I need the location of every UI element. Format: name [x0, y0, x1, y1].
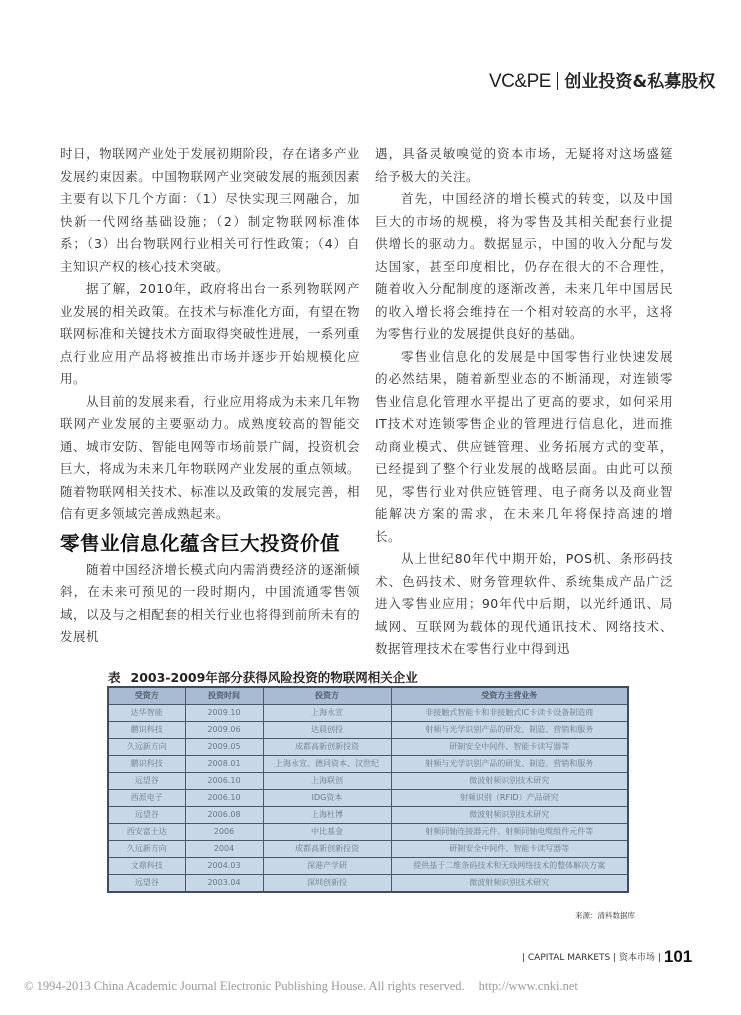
table-row — [108, 841, 628, 858]
divider — [557, 72, 559, 90]
table-cell: 成都高新创新投资 — [263, 739, 391, 756]
table-cell: 西安富士达 — [108, 824, 185, 841]
table-cell: 远望谷 — [108, 807, 185, 824]
table-cell: 2009.10 — [185, 705, 263, 722]
table-cell: 研制安全中间件、智能卡读写器等 — [391, 739, 628, 756]
table-row — [108, 739, 628, 756]
table-title: 2003-2009年部分获得风险投资的物联网相关企业 — [130, 670, 418, 685]
table-cell: 2003.04 — [185, 875, 263, 893]
table-cell: 2004.03 — [185, 858, 263, 875]
table-cell: 鹏识科技 — [108, 756, 185, 773]
column-header: 受资方 — [108, 687, 185, 705]
copyright-url: http://www.cnki.net — [478, 979, 578, 993]
table-label: 表 — [108, 670, 121, 685]
paragraph: 从上世纪80年代中期开始，POS机、条形码技术、色码技术、财务管理软件、系统集成产品广泛进入零售业应用；90年代中后期，以光纤通讯、局域网、互联网为载体的现代通讯技术、网络技术、数据管理技术在零售行业中得到迅 — [375, 551, 673, 656]
table-cell: 2009.05 — [185, 739, 263, 756]
section-label-en: VC&PE — [489, 71, 551, 92]
table-cell: 上海杜博 — [263, 807, 391, 824]
table-cell: 2006.08 — [185, 807, 263, 824]
table-header-row — [108, 687, 628, 705]
table-cell: 深圳创新投 — [263, 875, 391, 893]
table-cell: 上海联创 — [263, 773, 391, 790]
table-cell: 远望谷 — [108, 773, 185, 790]
table-cell: 2006 — [185, 824, 263, 841]
table-row — [108, 705, 628, 722]
section-heading: 零售业信息化蕴含巨大投资价值 — [60, 531, 341, 555]
copyright-text: © 1994-2013 China Academic Journal Electronic Publishing House. All rights reserved. — [24, 979, 465, 993]
table-cell: 射频与光学识别产品的研发、制造、营销和服务 — [391, 756, 628, 773]
table-cell: 射频同轴连接器元件、射频同轴电缆组件元件等 — [391, 824, 628, 841]
paragraph: 遇，具备灵敏嗅觉的资本市场，无疑将对这场盛筵给予极大的关注。 — [375, 146, 673, 184]
table-cell: 非接触式智能卡和非接触式IC卡读卡设备制造商 — [391, 705, 628, 722]
page-footer — [522, 947, 692, 967]
table-cell: 2006.10 — [185, 773, 263, 790]
table-cell: 达华智能 — [108, 705, 185, 722]
page-number: 101 — [663, 947, 693, 966]
table-row — [108, 858, 628, 875]
table-cell: 久远新方向 — [108, 841, 185, 858]
table-cell: 2009.06 — [185, 722, 263, 739]
table-cell: 上海永宣 — [263, 705, 391, 722]
table-cell: 达晨创投 — [263, 722, 391, 739]
right-column — [375, 143, 673, 661]
table-caption — [108, 668, 418, 686]
table-row — [108, 756, 628, 773]
table-cell: 2008.01 — [185, 756, 263, 773]
section-header — [489, 67, 715, 93]
table-row — [108, 875, 628, 893]
investment-table — [107, 686, 629, 893]
table-cell: 成都高新创新投资 — [263, 841, 391, 858]
table-cell: 2006.10 — [185, 790, 263, 807]
left-column — [60, 143, 360, 649]
table-row — [108, 722, 628, 739]
table-row — [108, 824, 628, 841]
column-header: 受资方主营业务 — [391, 687, 628, 705]
table-cell: 提供基于二维条码技术和无线网络技术的整体解决方案 — [391, 858, 628, 875]
table-row — [108, 790, 628, 807]
table-row — [108, 807, 628, 824]
magazine-name: | CAPITAL MARKETS | 资本市场 | — [522, 953, 661, 963]
table-cell: 射频识别（RFID）产品研究 — [391, 790, 628, 807]
table-cell: 2004 — [185, 841, 263, 858]
paragraph: 随着中国经济增长模式向内需消费经济的逐渐倾斜，在未来可预见的一段时期内，中国流通零售领域，以及与之相配套的相关行业也将得到前所未有的发展机 — [60, 561, 360, 644]
table-row — [108, 773, 628, 790]
table-cell: 微波射频识别技术研究 — [391, 875, 628, 893]
copyright-notice — [24, 979, 578, 994]
table-cell: 微波射频识别技术研究 — [391, 807, 628, 824]
section-label-cn: 创业投资&私募股权 — [564, 72, 716, 92]
paragraph: 时日，物联网产业处于发展初期阶段，存在诸多产业发展约束因素。中国物联网产业突破发展的瓶颈因素主要有以下几个方面：（1）尽快实现三网融合，加快新一代网络基础设施；（2）制定物联网标准体系；（3）出台物联网行业相关可行性政策；（4）自主知识产权的核心技术突破。 — [60, 146, 360, 274]
table-cell: 远望谷 — [108, 875, 185, 893]
table-cell: 鹏识科技 — [108, 722, 185, 739]
table-cell: IDG资本 — [263, 790, 391, 807]
table-cell: 上海永宣、德同资本、汉世纪 — [263, 756, 391, 773]
paragraph: 据了解，2010年，政府将出台一系列物联网产业发展的相关政策。在技术与标准化方面，有望在物联网标准和关键技术方面取得突破性进展，一系列重点行业应用产品将被推出市场并逐步开始规模化应用。 — [60, 281, 360, 386]
table-source: 来源：清科数据库 — [575, 911, 635, 920]
table-cell: 射频与光学识别产品的研发、制造、营销和服务 — [391, 722, 628, 739]
table-cell: 深港产学研 — [263, 858, 391, 875]
table-cell: 微波射频识别技术研究 — [391, 773, 628, 790]
paragraph: 从目前的发展来看，行业应用将成为未来几年物联网产业发展的主要驱动力。成熟度较高的智能交通、城市安防、智能电网等市场前景广阔，投资机会巨大，将成为未来几年物联网产业发展的重点领域。随着物联网相关技术、标准以及政策的发展完善，相信有更多领域完善成熟起来。 — [60, 393, 360, 521]
column-header: 投资时间 — [185, 687, 263, 705]
table-cell: 文鼎科技 — [108, 858, 185, 875]
table-cell: 西派电子 — [108, 790, 185, 807]
table-cell: 久远新方向 — [108, 739, 185, 756]
paragraph: 首先，中国经济的增长模式的转变，以及中国巨大的市场的规模，将为零售及其相关配套行业提供增长的驱动力。数据显示，中国的收入分配与发达国家，甚至印度相比，仍存在很大的不合理性，随着收入分配制度的逐渐改善，未来几年中国居民的收入增长将会维持在一个相对较高的水平，这将为零售行业的发展提供良好的基础。 — [375, 191, 673, 341]
table-cell: 研制安全中间件、智能卡读写器等 — [391, 841, 628, 858]
table-cell: 中比基金 — [263, 824, 391, 841]
paragraph: 零售业信息化的发展是中国零售行业快速发展的必然结果，随着新型业态的不断涌现，对连锁零售业信息化管理水平提出了更高的要求，如何采用IT技术对连锁零售企业的管理进行信息化，进而推动商业模式、供应链管理、业务拓展方式的变革，已经提到了整个行业发展的战略层面。由此可以预见，零售行业对供应链管理、电子商务以及商业智能解决方案的需求，在未来几年将保持高速的增长。 — [375, 348, 673, 544]
column-header: 投资方 — [263, 687, 391, 705]
